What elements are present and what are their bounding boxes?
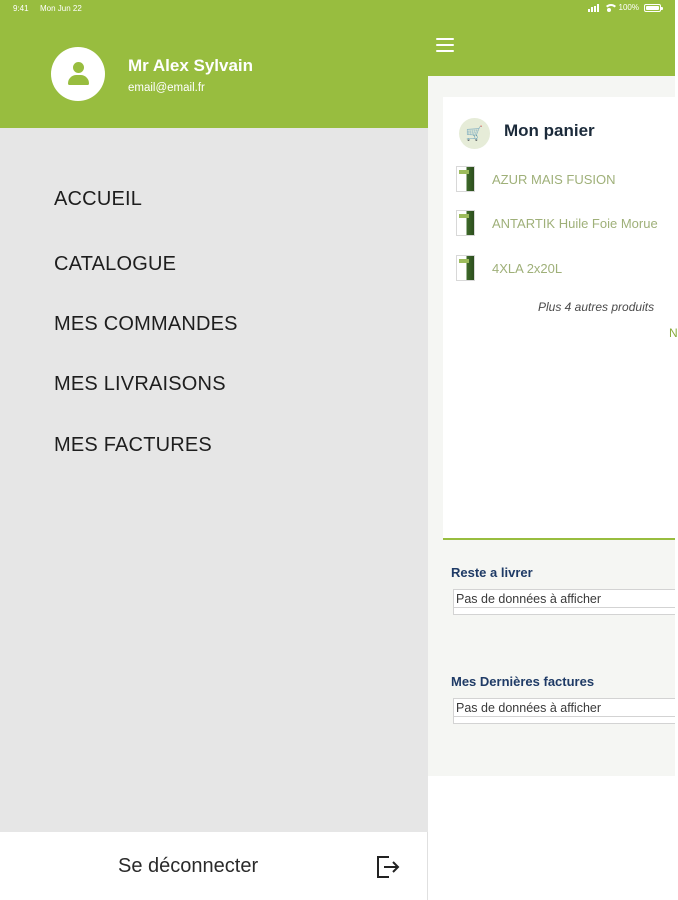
logout-button[interactable]: Se déconnecter [118, 855, 259, 877]
menu-icon[interactable] [436, 38, 454, 54]
battery-percent: 100% [618, 3, 639, 12]
battery-icon [644, 4, 661, 12]
menu-item-mes-commandes[interactable]: MES COMMANDES [54, 313, 238, 335]
menu-item-catalogue[interactable]: CATALOGUE [54, 253, 177, 275]
cart-item-name: AZUR MAIS FUSION [492, 171, 616, 187]
empty-state-text: Pas de données à afficher [456, 701, 602, 715]
cart-item[interactable] [456, 210, 675, 236]
cart-item[interactable] [456, 255, 675, 281]
user-name: Mr Alex Sylvain [128, 56, 254, 75]
cart-icon: 🛒 [459, 118, 490, 149]
more-products-text: Plus 4 autres produits [538, 300, 655, 314]
last-invoices-title: Mes Dernières factures [451, 674, 595, 689]
drawer-header [0, 0, 428, 128]
product-thumbnail [456, 210, 475, 236]
user-avatar-icon [51, 47, 105, 101]
product-thumbnail [456, 166, 475, 192]
wifi-icon [604, 4, 614, 12]
drawer-footer [0, 832, 428, 900]
view-cart-link[interactable]: N [669, 326, 678, 340]
drawer-menu [0, 128, 428, 832]
status-bar [0, 0, 675, 18]
last-invoices-table [453, 698, 675, 724]
cart-title: Mon panier [504, 121, 595, 140]
user-email: email@email.fr [128, 82, 205, 94]
cart-item-name: ANTARTIK Huile Foie Morue [492, 215, 658, 231]
menu-item-accueil[interactable]: ACCUEIL [54, 188, 143, 210]
signal-icon [588, 4, 599, 12]
remaining-delivery-title: Reste a livrer [451, 565, 533, 580]
section-divider [443, 538, 675, 540]
product-thumbnail [456, 255, 475, 281]
remaining-delivery-table [453, 589, 675, 615]
cart-item[interactable] [456, 166, 675, 192]
menu-item-mes-livraisons[interactable]: MES LIVRAISONS [54, 373, 226, 395]
status-time: 9:41 [13, 4, 29, 13]
empty-state-text: Pas de données à afficher [456, 592, 602, 606]
logout-icon[interactable] [374, 853, 402, 881]
cart-item-name: 4XLA 2x20L [492, 260, 563, 276]
cart-card [443, 97, 675, 539]
status-date: Mon Jun 22 [40, 4, 82, 13]
menu-item-mes-factures[interactable]: MES FACTURES [54, 434, 212, 456]
